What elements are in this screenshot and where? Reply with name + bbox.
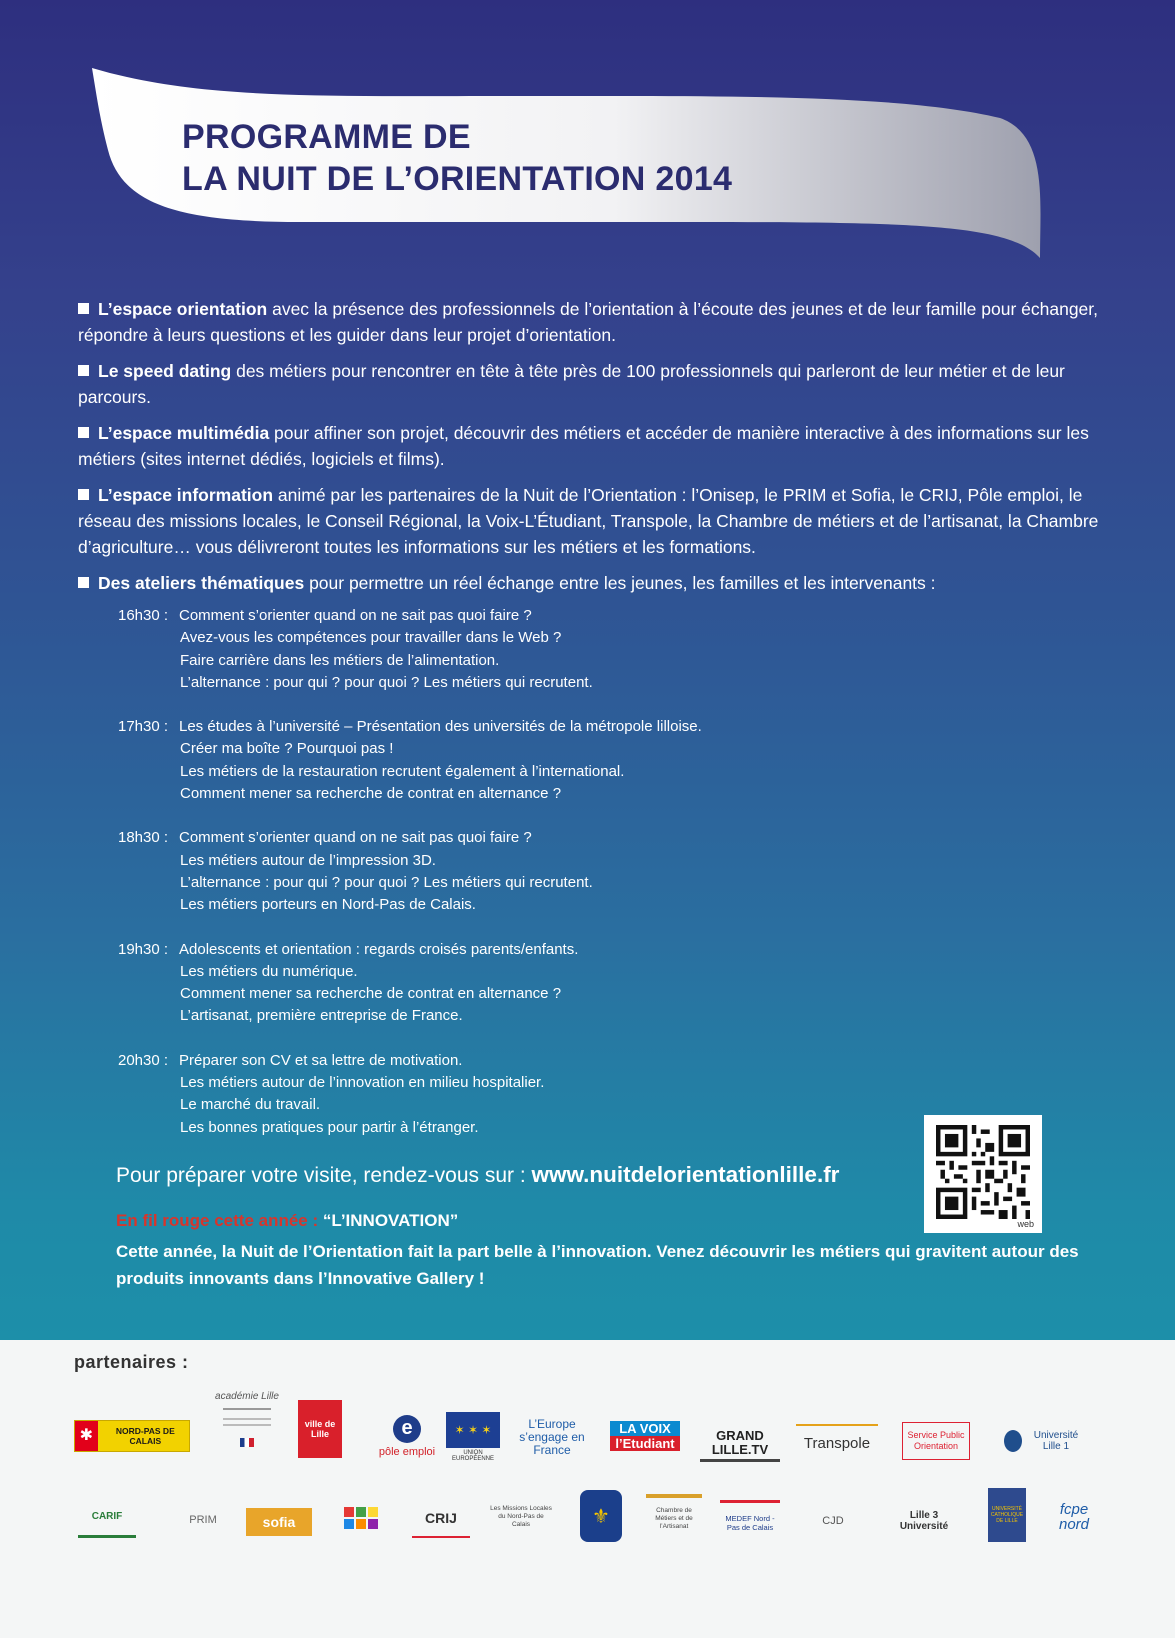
slot-item: Faire carrière dans les métiers de l’alimentation. — [180, 651, 500, 669]
square-bullet-icon — [78, 489, 89, 500]
logo-text: l’Etudiant — [610, 1436, 680, 1451]
slot-item: Comment mener sa recherche de contrat en alternance ? — [180, 985, 562, 1003]
slot-item: Les études à l’université – Présentation des universités de la métropole lilloise. — [179, 718, 702, 736]
logo-text: Université Lille 1 — [1033, 1430, 1079, 1452]
logo-union-europeenne — [445, 1412, 501, 1462]
logo-text: PRIM — [189, 1514, 217, 1526]
french-flag-icon — [240, 1438, 254, 1447]
logo-pole-emploi — [372, 1410, 442, 1462]
bullet-heading: L’espace orientation — [98, 299, 268, 319]
logo-text: ville de Lille — [304, 1419, 336, 1439]
seal-icon: ⚜ — [592, 1505, 610, 1528]
bullet-ateliers — [78, 570, 1108, 596]
square-bullet-icon — [78, 303, 89, 314]
bullet-espace-orientation — [78, 296, 1108, 348]
logo-text: CJD — [822, 1515, 844, 1527]
bullet-text: pour permettre un réel échange entre les jeunes, les familles et les intervenants : — [304, 573, 936, 593]
slot-item: Comment s’orienter quand on ne sait pas quoi faire ? — [179, 607, 532, 624]
logo-text: Service Public Orientation — [907, 1430, 965, 1451]
program-bullets — [78, 296, 1108, 606]
logo-transpole — [796, 1424, 878, 1460]
logo-europe-engage — [512, 1412, 592, 1462]
checkered-squares-icon — [344, 1507, 378, 1529]
slot-time: 16h30 : — [118, 607, 169, 624]
logo-academie-lille — [214, 1378, 280, 1460]
logo-fcpe-nord — [1046, 1494, 1102, 1540]
logo-service-public-orientation — [902, 1422, 970, 1460]
page-title — [182, 116, 732, 200]
logo-sofia — [246, 1508, 312, 1536]
slot-item: Les bonnes pratiques pour partir à l’étranger. — [180, 1118, 479, 1136]
slot-time: 19h30 : — [118, 940, 169, 958]
theme-line — [116, 1211, 458, 1231]
logo-chambre-metiers — [646, 1494, 702, 1540]
bullet-text: animé par les partenaires de la Nuit de l’Orientation : l’Onisep, le PRIM et Sofia, le CRIJ, Pôle emploi, le réseau des missions locales, le Conseil Régional, la Voix-L’Étudiant, Transpole, la Chambre de métiers et de l’artisanat, la Chambre d’agriculture… vous délivreront toutes les informations sur les métiers et les formations. — [78, 485, 1099, 557]
slot-item: Les métiers autour de l’impression 3D. — [180, 851, 436, 869]
slot-item: Les métiers de la restauration recrutent également à l’international. — [180, 762, 625, 780]
logo-text: académie Lille — [215, 1391, 279, 1402]
region-flower-icon: ✱ — [75, 1421, 98, 1451]
logo-missions-locales — [490, 1492, 552, 1542]
slot-item: Les métiers autour de l’innovation en milieu hospitalier. — [180, 1074, 545, 1092]
bullet-heading: Des ateliers thématiques — [98, 573, 305, 593]
logo-text: CRIJ — [425, 1510, 457, 1526]
logo-text: Lille 3 Université — [899, 1510, 949, 1532]
slot-item: Le marché du travail. — [180, 1096, 321, 1114]
logo-text: UNIVERSITÉ CATHOLIQUE DE LILLE — [990, 1506, 1024, 1524]
logo-text: Chambre de Métiers et de l’Artisanat — [655, 1507, 693, 1530]
bullet-espace-information — [78, 482, 1108, 560]
workshop-schedule — [118, 605, 838, 1161]
logo-text: NORD-PAS DE CALAIS — [115, 1426, 175, 1446]
title-line-2: LA NUIT DE L’ORIENTATION 2014 — [182, 160, 733, 198]
slot-time: 18h30 : — [118, 829, 169, 847]
time-slot-2030 — [118, 1050, 838, 1139]
eu-stars-icon: ✶ ✶ ✶ — [446, 1412, 500, 1448]
slot-item: Comment s’orienter quand on ne sait pas quoi faire ? — [179, 829, 532, 847]
logo-universite-lille1 — [1004, 1424, 1086, 1458]
logo-text: UNION EUROPÉENNE — [451, 1450, 494, 1462]
logo-cjd — [808, 1506, 858, 1536]
bullet-text: des métiers pour rencontrer en tête à tête près de 100 professionnels qui parleront de leur métier et de leur parcours. — [78, 361, 1065, 407]
visit-line — [116, 1162, 839, 1188]
bullet-heading: L’espace information — [98, 485, 274, 505]
logo-checkered — [340, 1496, 382, 1540]
logo-text: CARIF — [91, 1511, 123, 1522]
logo-text: L’Europe s’engage en France — [519, 1416, 585, 1457]
bullet-heading: Le speed dating — [98, 361, 232, 381]
qr-code[interactable] — [924, 1115, 1042, 1233]
square-bullet-icon — [78, 365, 89, 376]
slot-time: 20h30 : — [118, 1051, 169, 1069]
slot-item: L’alternance : pour qui ? pour quoi ? Les métiers qui recrutent. — [180, 873, 593, 891]
website-link[interactable]: www.nuitdelorientationlille.fr — [531, 1162, 840, 1187]
title-line-1: PROGRAMME DE — [182, 118, 471, 156]
logo-text: pôle emploi — [378, 1445, 436, 1458]
logo-grand-lille-tv — [700, 1426, 780, 1462]
slot-item: Avez-vous les compétences pour travailler dans le Web ? — [180, 629, 562, 647]
time-slot-1930 — [118, 939, 838, 1028]
logo-text: MEDEF Nord - Pas de Calais — [725, 1513, 775, 1532]
logo-text: fcpe nord — [1058, 1501, 1090, 1533]
partners-label: partenaires : — [74, 1352, 189, 1372]
logo-carif — [78, 1498, 136, 1538]
logo-text: Les Missions Locales du Nord-Pas de Calais — [490, 1505, 552, 1528]
logo-text: sofia — [262, 1514, 296, 1530]
slot-item: Adolescents et orientation : regards croisés parents/enfants. — [179, 940, 579, 958]
logo-universite-catholique — [988, 1488, 1026, 1542]
qr-label: web — [1017, 1219, 1034, 1229]
slot-item: L’alternance : pour qui ? pour quoi ? Les métiers qui recrutent. — [180, 673, 593, 691]
logo-crij — [412, 1500, 470, 1538]
qr-code-icon — [936, 1125, 1030, 1219]
logo-prim — [168, 1500, 238, 1540]
time-slot-1630 — [118, 605, 838, 694]
theme-value: “L’INNOVATION” — [322, 1211, 459, 1230]
time-slot-1730 — [118, 716, 838, 805]
theme-label: En fil rouge cette année : — [116, 1211, 323, 1230]
innovation-paragraph: Cette année, la Nuit de l’Orientation fait la part belle à l’innovation. Venez découvrir les métiers qui gravitent autour des produits innovants dans l’Innovative Gallery ! — [116, 1242, 1079, 1288]
bullet-espace-multimedia — [78, 420, 1108, 472]
bullet-text: pour affiner son projet, découvrir des métiers et accéder de manière interactive à des informations sur les métiers (sites internet dédiés, logiciels et films). — [78, 423, 1089, 469]
bullet-text: avec la présence des professionnels de l’orientation à l’écoute des jeunes et de leur famille pour échanger, répondre à leurs questions et les guider dans leur projet d’orientation. — [78, 299, 1099, 345]
logo-text: Transpole — [803, 1434, 871, 1452]
logo-text: GRAND LILLE.TV — [711, 1427, 769, 1457]
slot-item: Créer ma boîte ? Pourquoi pas ! — [180, 740, 394, 758]
slot-item: L’artisanat, première entreprise de France. — [180, 1007, 463, 1025]
pole-emploi-icon: e — [393, 1415, 421, 1443]
university-globe-icon — [1004, 1430, 1022, 1452]
logo-nord-pas-de-calais — [74, 1420, 190, 1452]
square-bullet-icon — [78, 577, 89, 588]
logo-medef — [720, 1500, 780, 1542]
logo-text: LA VOIX — [610, 1421, 680, 1436]
slot-time: 17h30 : — [118, 718, 169, 736]
slot-item: Comment mener sa recherche de contrat en alternance ? — [180, 785, 562, 803]
slot-item: Préparer son CV et sa lettre de motivation. — [179, 1051, 463, 1069]
logo-ville-de-lille — [298, 1400, 342, 1458]
bullet-heading: L’espace multimédia — [98, 423, 270, 443]
slot-item: Les métiers porteurs en Nord-Pas de Calais. — [180, 896, 476, 914]
square-bullet-icon — [78, 427, 89, 438]
logo-la-voix-etudiant — [610, 1412, 680, 1460]
logo-seal — [580, 1490, 622, 1542]
bullet-speed-dating — [78, 358, 1108, 410]
logo-lille3 — [886, 1506, 962, 1536]
slot-item: Les métiers du numérique. — [180, 962, 358, 980]
time-slot-1830 — [118, 827, 838, 916]
visit-text: Pour préparer votre visite, rendez-vous sur : — [116, 1164, 532, 1187]
